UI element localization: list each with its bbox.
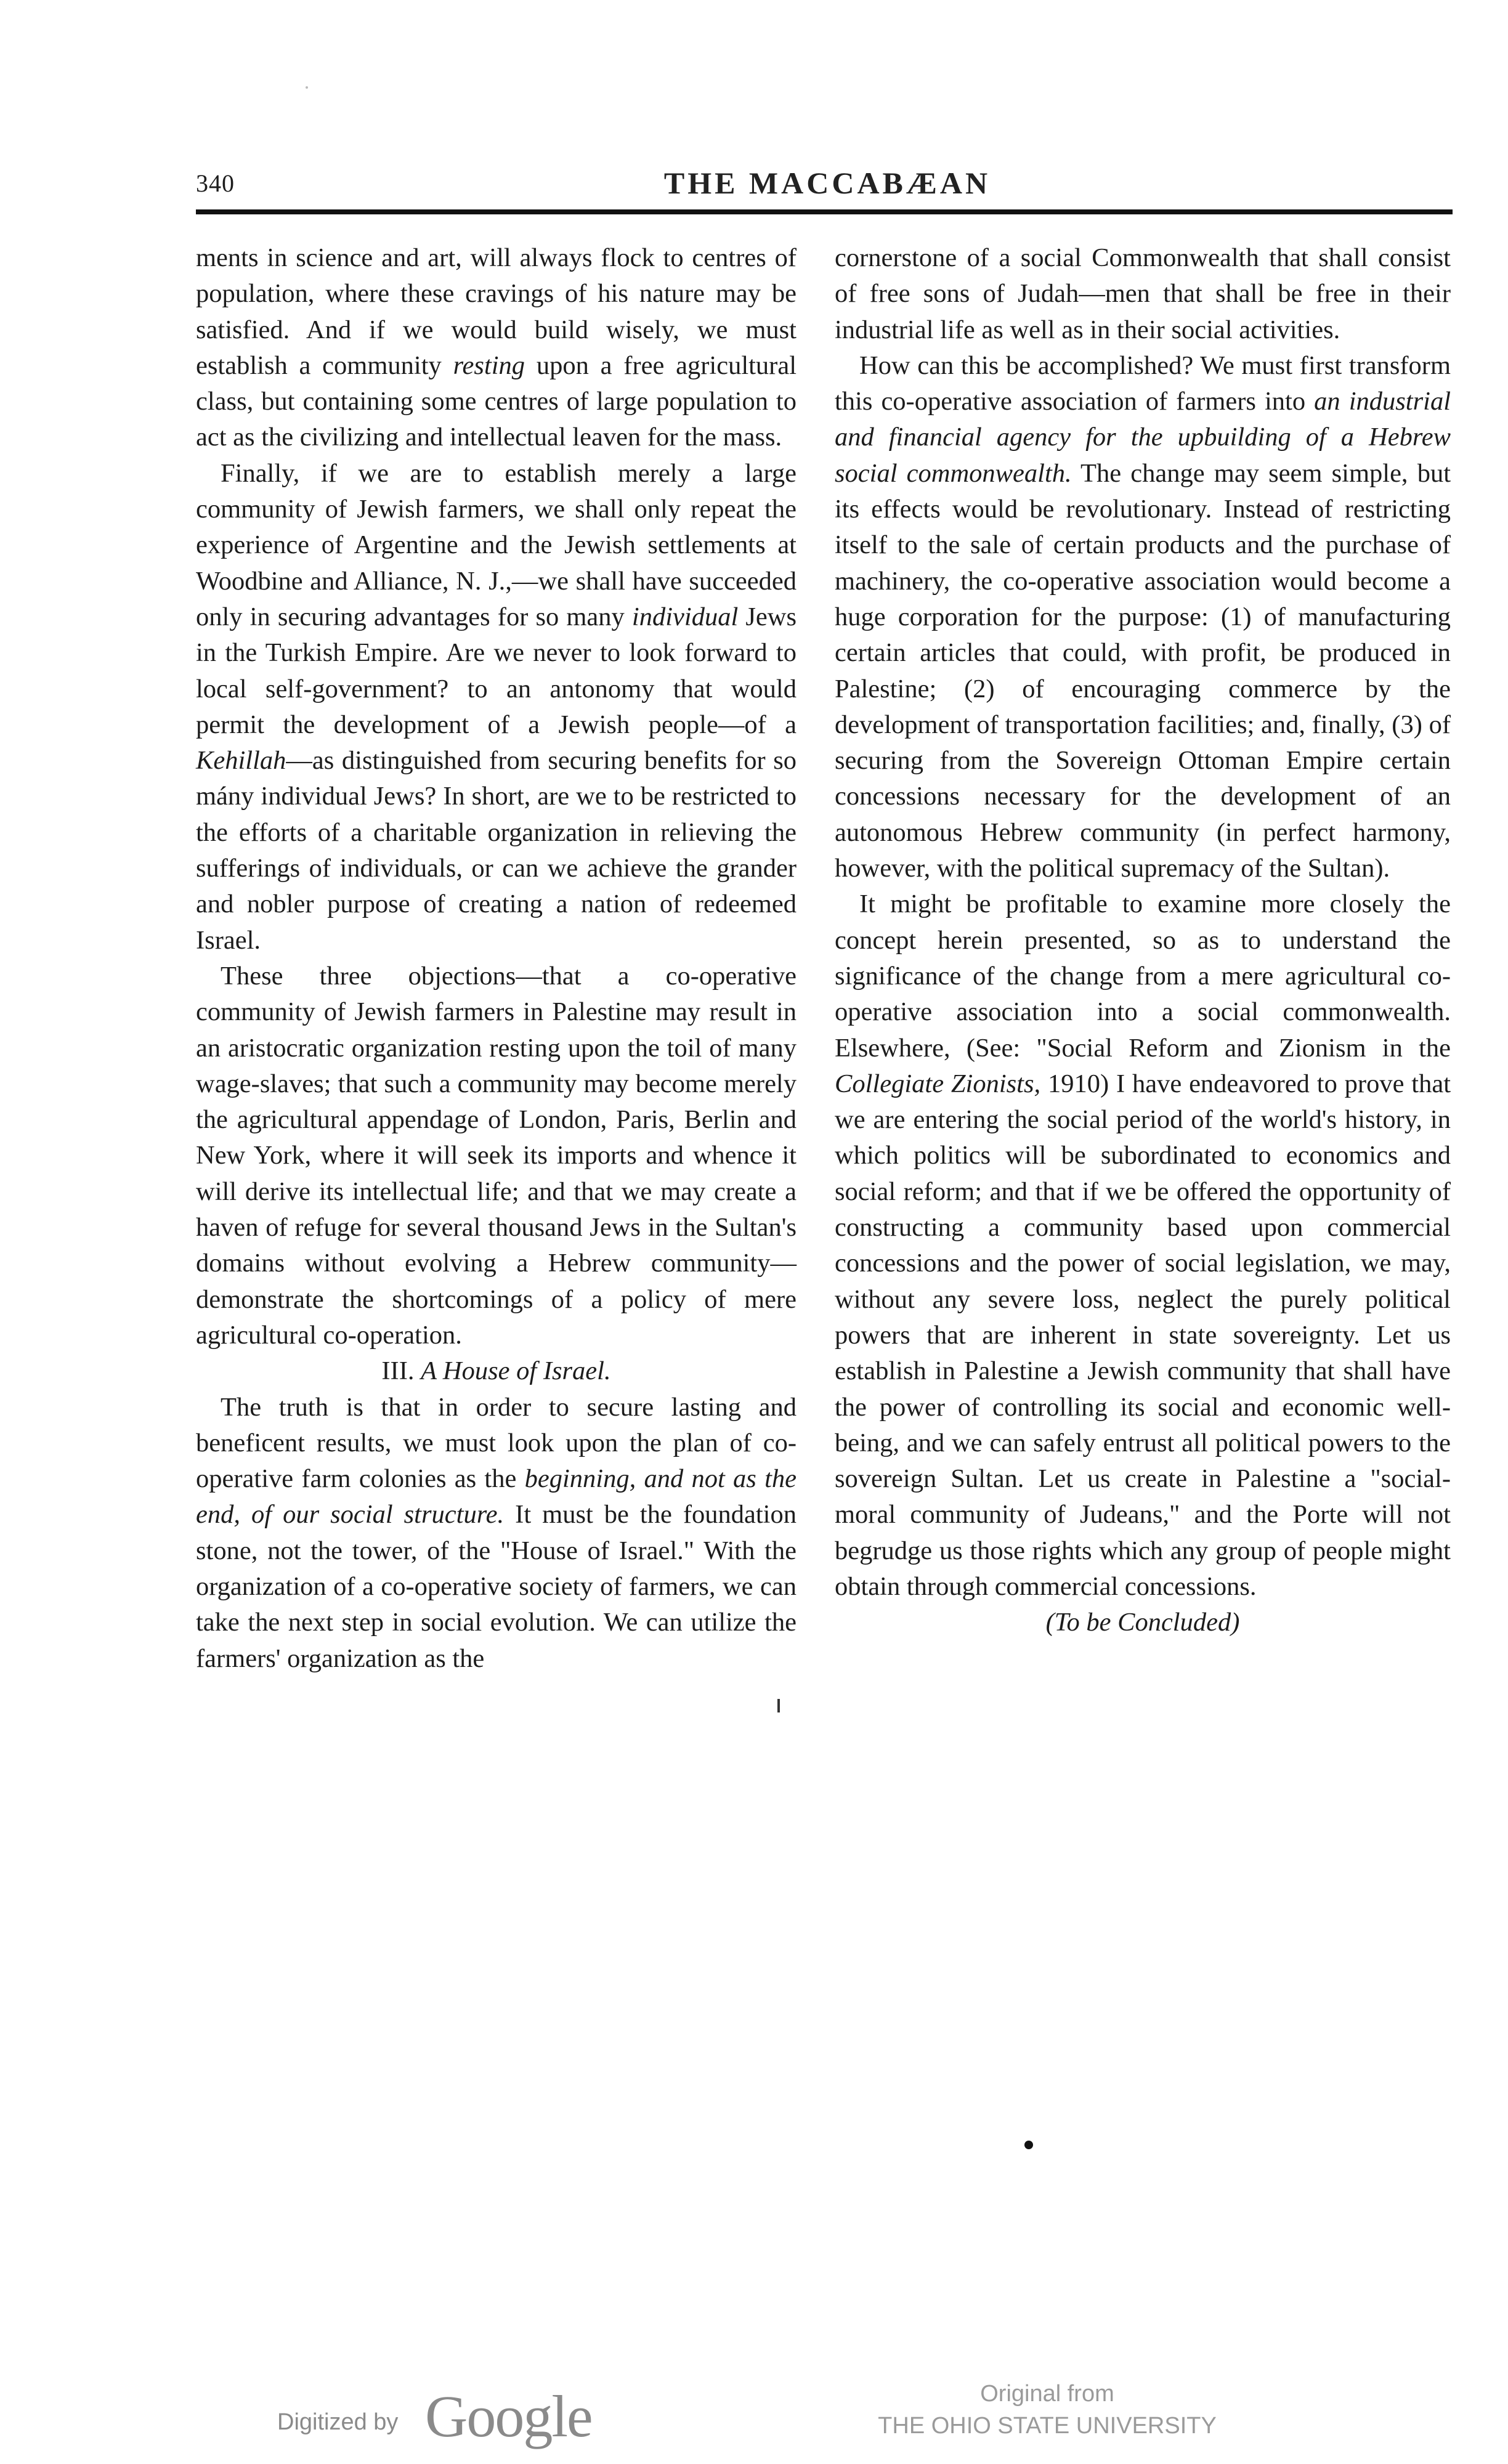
header-rule [196, 209, 1453, 214]
scan-speck [306, 86, 308, 89]
left-paragraph-4: The truth is that in order to secure lasting and beneficent results, we must look upon the plan of co-operative farm colonies as the beginning, and not as the end, of our social structure. It must be the foundation stone, not the tower, of the "House of Israel." With the organization of a co-operative society of farmers, we can take the next step in social evolution. We can utilize the farmers' organization as the [196, 1392, 797, 1673]
digitized-by-google [277, 2383, 622, 2455]
left-column [196, 240, 797, 1677]
right-paragraph-3: It might be profitable to examine more closely the concept herein presented, so as to understand the significance of the change from a mere agricultural co-operative association into a social commonwealth. Elsewhere, (See: "Social Reform and Zionism in the Collegiate Zionists, 1910) I have endeavored to prove that we are entering the social period of the world's history, in which politics will be subordinated to economics and social reform; and that if we be offered the opportunity of constructing a community based upon commercial concessions and the power of social legislation, we may, without any severe loss, neglect the purely political powers that are inherent in state sovereignty. Let us establish in Palestine a Jewish community that shall have the power of controlling its social and economic well-being, and we can safely entrust all political powers to the sovereign Sultan. Let us create in Palestine a "social-moral community of Judeans," and the Porte will not begrudge us those rights which any group of people might obtain through commercial concessions. [835, 890, 1451, 1601]
google-logo: Google [425, 2383, 592, 2449]
original-source [850, 2378, 1244, 2442]
left-paragraph-2: Finally, if we are to establish merely a large community of Jewish farmers, we shall only repeat the experience of Argentine and the Jewish settlements at Woodbine and Alliance, N. J.,—we shall have succeeded only in securing advantages for so many individual Jews in the Turkish Empire. Are we never to look forward to local self-government? to an antonomy that would permit the development of a Jewish people—of a Kehillah—as distinguished from securing benefits for so mány individual Jews? In short, are we to be restricted to the efforts of a charitable organization in relieving the sufferings of individuals, or can we achieve the grander and nobler purpose of creating a nation of redeemed Israel. [196, 458, 797, 955]
right-paragraph-2: How can this be accomplished? We must first transform this co-operative association of farmers into an industrial and financial agency for the upbuilding of a Hebrew social commonwealth. The change may seem simple, but its effects would be revolutionary. Instead of restricting itself to the sale of certain products and the purchase of machinery, the co-operative association would become a huge corporation for the purpose: (1) of manufacturing certain articles that could, with profit, be produced in Palestine; (2) of encouraging commerce by the development of transportation facilities; and, finally, (3) of securing from the Sovereign Ottoman Empire certain concessions necessary for the development of an autonomous Hebrew community (in perfect harmony, however, with the political supremacy of the Sultan). [835, 351, 1451, 883]
to-be-concluded: (To be Concluded) [1045, 1608, 1240, 1637]
page-header [196, 165, 1459, 208]
page-number: 340 [196, 169, 235, 197]
left-paragraph-3: These three objections—that a co-operative community of Jewish farmers in Palestine may result in an aristocratic organization resting upon the toil of many wage-slaves; that such a community may become merely the agricultural appendage of London, Paris, Berlin and New York, where it will seek its imports and whence it will derive its intellectual life; and that we may create a haven of refuge for several thousand Jews in the Sultan's domains without evolving a Hebrew community—demonstrate the shortcomings of a policy of mere agricultural co-operation. [196, 961, 797, 1350]
right-paragraph-1: cornerstone of a social Commonwealth that shall consist of free sons of Judah—men that shall be free in their industrial life as well as in their social activities. [835, 243, 1451, 344]
end-dot [1024, 2141, 1033, 2149]
stray-mark [777, 1699, 780, 1712]
institution-label: THE OHIO STATE UNIVERSITY [878, 2413, 1217, 2439]
journal-title: THE MACCABÆAN [663, 166, 991, 200]
digitized-by-label: Digitized by [277, 2409, 399, 2435]
right-column [835, 240, 1451, 1641]
section-heading: III. A House of Israel. [381, 1356, 611, 1386]
left-paragraph-1: ments in science and art, will always flock to centres of population, where these cravings of his nature may be satisfied. And if we would build wisely, we must establish a community resting upon a free agricultural class, but containing some centres of large population to act as the civilizing and intellectual leaven for the mass. [196, 243, 797, 452]
original-from-label: Original from [980, 2381, 1114, 2407]
